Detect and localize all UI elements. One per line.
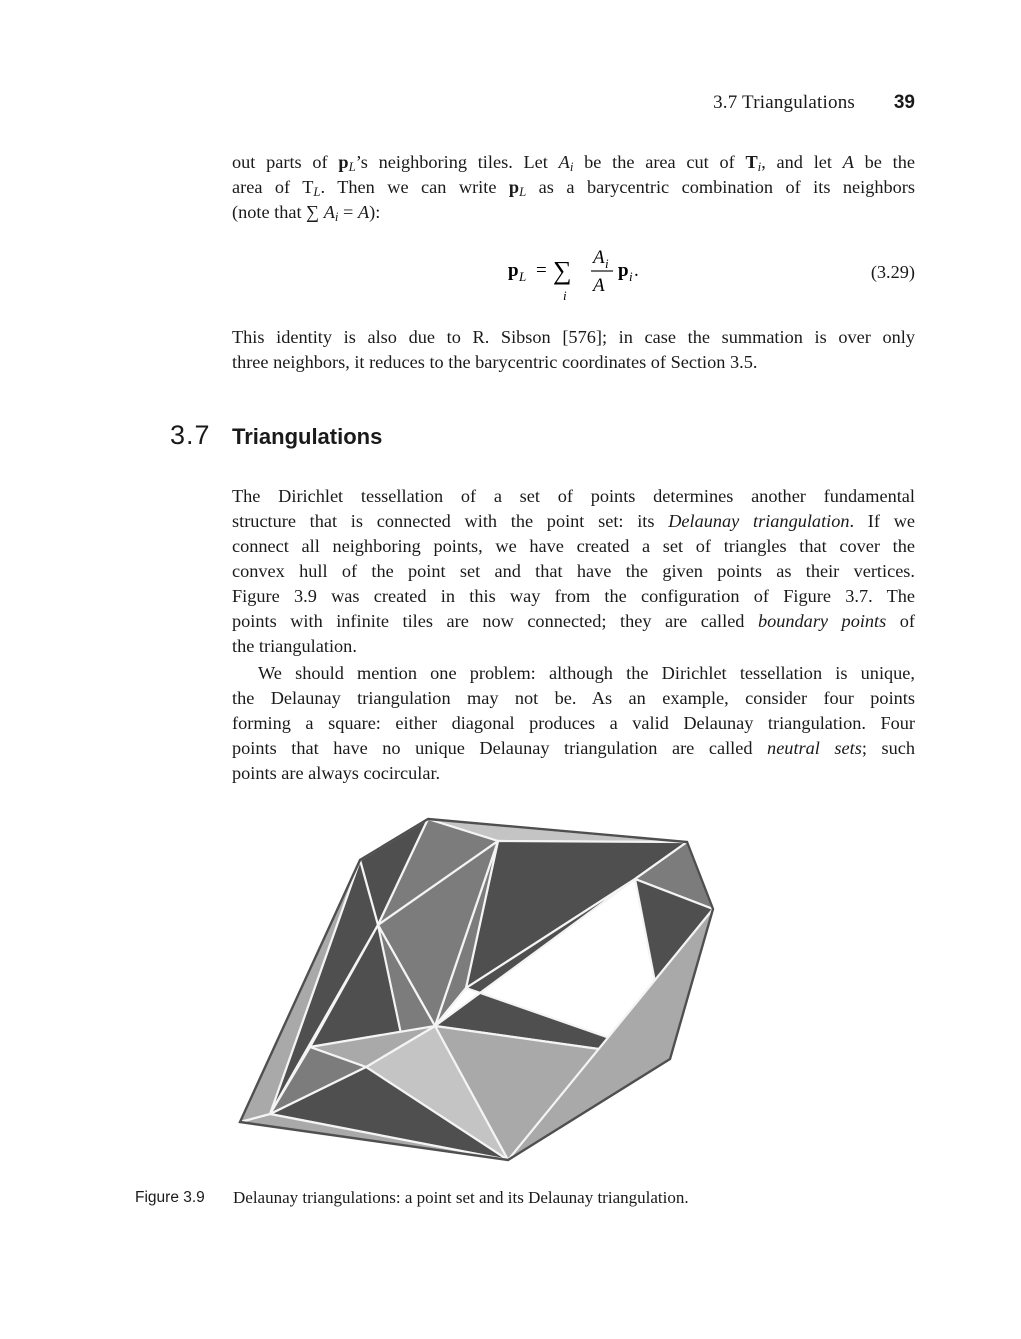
intro-line-3: (note that ∑ $A_i = A$):: [232, 202, 381, 225]
eq-sum: ∑: [553, 256, 572, 285]
p2-line-5: points are always cocircular.: [232, 763, 441, 783]
eq-equals: =: [536, 260, 547, 281]
term-boundary-points: boundary points: [757, 611, 887, 631]
p2-line-2: the Delaunay triangulation may not be. As an example, consider four points: [232, 688, 915, 708]
p2-line-4: points that have no unique Delaunay triangulation are called neutral sets; such: [232, 738, 915, 758]
equation-number: (3.29): [870, 262, 915, 282]
sibson-paragraph: [232, 325, 915, 375]
p1-line-2: structure that is connected with the point set: its Delaunay triangulation. If we: [232, 511, 916, 531]
eq-denominator: A: [593, 275, 605, 296]
p2-line-1: We should mention one problem: although the Dirichlet tessellation is unique,: [258, 663, 915, 683]
intro-paragraph: [232, 150, 915, 225]
figure-3-9: [230, 812, 722, 1170]
p2-line-3: forming a square: either diagonal produces a valid Delaunay triangulation. Four: [232, 713, 915, 733]
p1-line-1: The Dirichlet tessellation of a set of points determines another fundamental: [232, 486, 915, 506]
eq-numerator-sub: i: [605, 256, 609, 271]
caption-text: Delaunay triangulations: a point set and its Delaunay triangulation.: [233, 1188, 689, 1207]
section-title: Triangulations: [232, 424, 383, 449]
eq-end: .: [634, 260, 639, 281]
neutral-sets-paragraph: [232, 661, 915, 786]
p1-line-4: convex hull of the point set and that have the given points as their vertices.: [232, 561, 915, 581]
delaunay-paragraph: [232, 484, 915, 659]
eq-lhs-p: p: [508, 260, 519, 281]
sibson-line-1: This identity is also due to R. Sibson [576]; in case the summation is over only: [232, 327, 915, 347]
intro-line-1: out parts of $p_L’s$ neighboring tiles. Let $A_i$ be the area cut of $T_i$, and let A be the: [232, 152, 915, 175]
figure-caption: [135, 1188, 935, 1212]
p1-line-7: the triangulation.: [232, 636, 357, 656]
eq-lhs-sub: L: [519, 269, 527, 284]
caption-label: Figure 3.9: [135, 1189, 205, 1206]
eq-rhs-p: p: [618, 260, 629, 281]
term-neutral-sets: neutral sets: [767, 738, 862, 758]
running-title: 3.7 Triangulations: [713, 92, 855, 113]
eq-sum-index: i: [563, 288, 567, 303]
equation-body: [508, 243, 708, 303]
delaunay-triangulation-figure: [230, 812, 722, 1170]
p1-line-5: Figure 3.9 was created in this way from the configuration of Figure 3.7. The: [232, 586, 915, 606]
eq-numerator: A: [593, 247, 605, 268]
term-delaunay-triangulation: Delaunay triangulation: [668, 511, 850, 531]
section-number: 3.7: [170, 420, 211, 450]
running-head: [600, 92, 915, 120]
intro-line-2: area of $T_L$. Then we can write $p_L$ as a barycentric combination of its neighbors: [232, 177, 915, 200]
p1-line-3: connect all neighboring points, we have created a set of triangles that cover the: [232, 536, 915, 556]
sibson-line-2: three neighbors, it reduces to the barycentric coordinates of Section 3.5.: [232, 352, 758, 372]
equation-3-29: [232, 243, 915, 303]
page-number: 39: [893, 92, 915, 113]
p1-line-6: points with infinite tiles are now connected; they are called boundary points of: [232, 611, 915, 631]
eq-rhs-sub: i: [629, 269, 633, 284]
